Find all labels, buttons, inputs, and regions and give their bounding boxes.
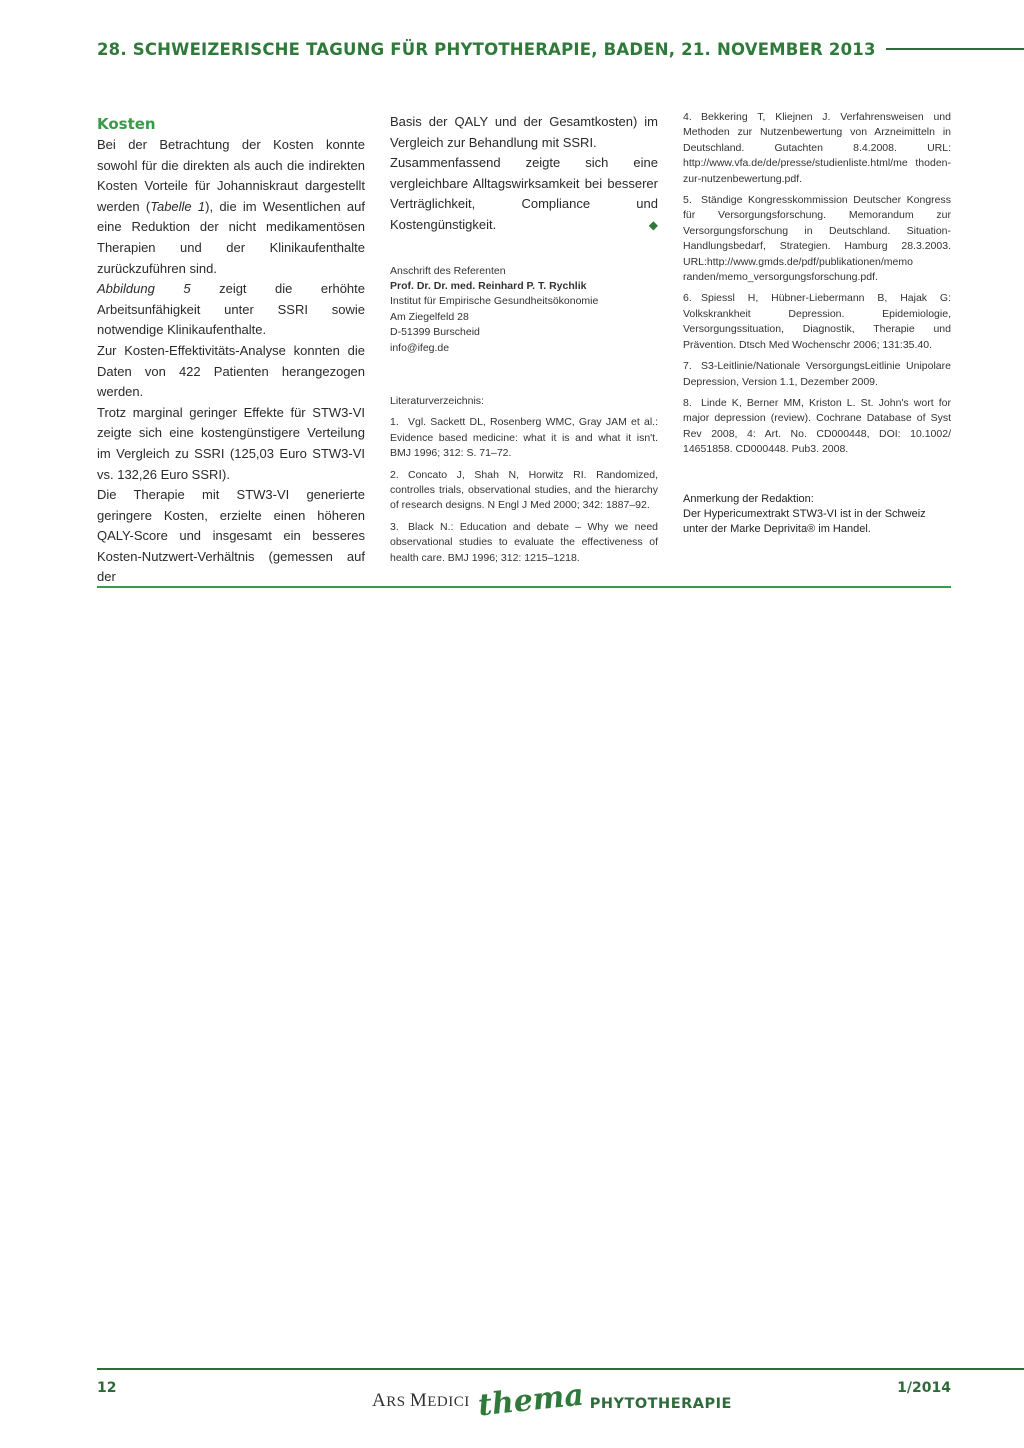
paragraph-1-text-b: ), die im Wesentlichen auf eine Reduktion der nicht medikamentösen Therapien und der Klinikaufenthalte zurückzuführen sind. [97, 198, 365, 276]
paragraph-2 [97, 279, 365, 341]
footer-rule [97, 1368, 1024, 1370]
column-1 [97, 112, 365, 588]
reference-number: 3. [390, 520, 399, 533]
paragraph-4: Trotz marginal geringer Effekte für STW3-VI zeigte sich eine kostengünstigere Verteilung im Vergleich zu SSRI (125,03 Euro STW3-VI vs. 132,26 Euro SSRI). [97, 404, 365, 482]
reference-number: 8. [683, 396, 692, 409]
running-header [97, 38, 1024, 60]
table-reference: Tabelle 1 [150, 198, 206, 214]
paragraph-1 [97, 135, 365, 279]
reference-item [683, 359, 951, 390]
reference-text: Ständige Kongresskommission Deutscher Kongress für Versorgungsforschung. Memorandum zur Versorgungsforschung in Deutschland. Situation-Handlungsbedarf, Strategien. Hamburg 28.3.2003. URL:http://www.gmds.de/pdf/publikationen/memo randen/memo_versorgungsforschung.pdf. [683, 194, 951, 284]
speaker-name: Prof. Dr. Dr. med. Reinhard P. T. Rychlik [390, 279, 587, 292]
reference-text: Linde K, Berner MM, Kriston L. St. John's wort for major depression (review). Cochrane Database of Syst Rev 2008, 4: Art. No. CD000448, DOI: 10.1002/ 14651858. CD000448. Pub3. 2008. [683, 396, 951, 456]
reference-item [683, 193, 951, 285]
paragraph-3: Zur Kosten-Effektivitäts-Analyse konnten die Daten von 422 Patienten herangezogen werden. [97, 342, 365, 400]
reference-text: Black N.: Education and debate – Why we need observational studies to evaluate the effectiveness of health care. BMJ 1996; 312: 1215–1218. [390, 520, 658, 564]
address-label: Anschrift des Referenten [390, 264, 506, 277]
reference-item [390, 468, 658, 514]
paragraph-5: Die Therapie mit STW3-VI generierte geringere Kosten, erzielte einen höheren QALY-Score und insgesamt ein besseres Kosten-Nutzwert-Verhältnis (gemessen auf der [97, 487, 365, 585]
reference-number: 6. [683, 292, 692, 305]
logo-ars-initial: A [372, 1390, 387, 1411]
paragraph-2-text: zeigt die erhöhte Arbeitsunfähigkeit unter SSRI sowie notwendige Klinikaufenthalte. [97, 281, 366, 338]
journal-logo [372, 1372, 732, 1424]
reference-text: S3-Leitlinie/Nationale VersorgungsLeitlinie Unipolare Depression, Version 1.1, Dezember 2009. [683, 360, 951, 388]
reference-text: Spiessl H, Hübner-Liebermann B, Hajak G: Volkskrankheit Depression. Epidemiologie, Versorgungssituation, Diagnostik, Therapie und Prävention. Dtsch Med Wochenschr 2006; 131:35.40. [683, 292, 951, 351]
logo-phytotherapie: PHYTOTHERAPIE [589, 1396, 732, 1412]
logo-medici-rest: EDICI [427, 1394, 470, 1410]
column-3 [683, 110, 951, 538]
header-rule [886, 48, 1024, 50]
reference-item [390, 415, 658, 461]
paragraph-7-text: Zusammenfassend zeigte sich eine vergleichbare Alltagswirksamkeit bei besserer Verträglichkeit, Compliance und Kostengünstigkeit. [390, 155, 658, 232]
header-title: 28. SCHWEIZERISCHE TAGUNG FÜR PHYTOTHERAPIE, BADEN, 21. NOVEMBER 2013 [97, 39, 876, 59]
reference-number: 7. [683, 360, 692, 373]
paragraph-6: Basis der QALY und der Gesamtkosten) im Vergleich zur Behandlung mit SSRI. [390, 114, 658, 150]
reference-number: 2. [390, 468, 399, 481]
column-2 [390, 112, 658, 572]
logo-ars-medici [372, 1390, 470, 1412]
reference-item [390, 520, 658, 566]
speaker-institute: Institut für Empirische Gesundheitsökonomie [390, 295, 599, 308]
editorial-note [683, 492, 951, 538]
references-heading: Literaturverzeichnis: [390, 395, 484, 407]
reference-text: Bekkering T, Kliejnen J. Verfahrensweisen und Methoden zur Nutzenbewertung von Arzneimitteln in Deutschland. Gutachten 8.4.2008. URL: http://www.vfa.de/de/presse/studienliste.html/me thoden-zur-nutzenbewertung.pdf. [683, 111, 951, 185]
logo-thema: thema [476, 1377, 586, 1424]
section-heading-kosten: Kosten [97, 115, 156, 133]
reference-number: 5. [683, 194, 692, 207]
reference-item [683, 110, 951, 187]
content-divider [97, 586, 951, 588]
paragraph-1-text-a: Bei der Betrachtung der Kosten konnte sowohl für die direkten als auch die indirekten Kosten Vorteile für Johanniskraut dargestellt werden ( [97, 137, 365, 214]
paragraph-7 [390, 153, 658, 235]
editorial-note-title: Anmerkung der Redaktion: [683, 492, 814, 505]
logo-ars-rest: RS [386, 1394, 410, 1410]
reference-item [683, 291, 951, 353]
reference-item [683, 396, 951, 458]
reference-text: Concato J, Shah N, Horwitz RI. Randomized, controlles trials, observational studies, and the hierarchy of research designs. N Engl J Med 2000; 342: 1887–92. [390, 468, 658, 512]
speaker-city: D-51399 Burscheid [390, 326, 480, 339]
page-number: 12 [97, 1380, 117, 1396]
reference-number: 4. [683, 111, 692, 123]
end-mark-icon: ◆ [648, 217, 658, 232]
figure-reference: Abbildung 5 [97, 281, 191, 297]
speaker-email[interactable]: info@ifeg.de [390, 341, 450, 354]
issue-number: 1/2014 [897, 1380, 951, 1396]
speaker-address [390, 264, 658, 356]
editorial-note-text: Der Hypericumextrakt STW3-VI ist in der Schweiz unter der Marke Deprivita® im Handel. [683, 507, 926, 536]
logo-medici-initial: M [409, 1390, 428, 1411]
speaker-street: Am Ziegelfeld 28 [390, 310, 469, 323]
reference-number: 1. [390, 416, 399, 429]
reference-text: Vgl. Sackett DL, Rosenberg WMC, Gray JAM et al.: Evidence based medicine: what it is and what it isn't. BMJ 1996; 312: S. 71–72. [390, 416, 658, 460]
